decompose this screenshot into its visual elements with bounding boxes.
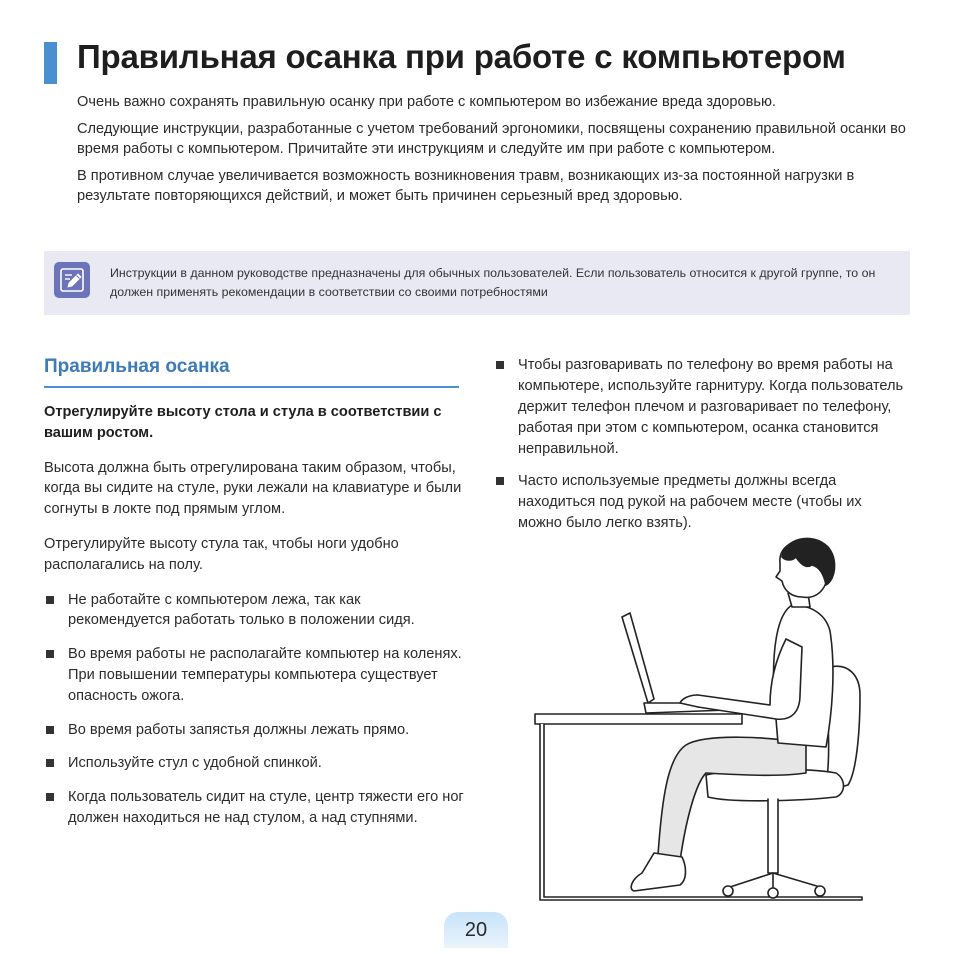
list-item-text: Когда пользователь сидит на стуле, центр тяжести его ног должен находиться не над стулом, а над ступнями. bbox=[68, 789, 464, 826]
intro-paragraph: Следующие инструкции, разработанные с учетом требований эргономики, посвящены сохранению правильной осанки во время работы с компьютером. Причитайте эти инструкциям и следуйте им при работе с компьютером. bbox=[77, 120, 906, 157]
list-item bbox=[44, 644, 464, 706]
intro-paragraph: В противном случае увеличивается возможность возникновения травм, возникающих из-за постоянной нагрузки в результате повторяющихся действий, и может быть причинен серьезный вред здоровью. bbox=[77, 167, 855, 204]
section-paragraph: Отрегулируйте высоту стула так, чтобы ноги удобно располагались на полу. bbox=[44, 535, 399, 573]
square-bullet-icon bbox=[496, 477, 504, 485]
section-heading-rule bbox=[44, 386, 459, 388]
section-lead: Отрегулируйте высоту стола и стула в соответствии с вашим ростом. bbox=[44, 404, 442, 441]
square-bullet-icon bbox=[496, 361, 504, 369]
person-arm bbox=[692, 639, 802, 719]
desk-top bbox=[535, 714, 742, 724]
list-item-text: Часто используемые предметы должны всегда находиться под рукой на рабочем месте (чтобы их можно было легко взять). bbox=[518, 473, 862, 531]
posture-illustration bbox=[530, 535, 870, 907]
right-column bbox=[494, 355, 909, 545]
list-item-text: Не работайте с компьютером лежа, так как рекомендуется работать только в положении сидя. bbox=[68, 591, 415, 629]
note-box bbox=[44, 251, 910, 315]
square-bullet-icon bbox=[46, 793, 54, 801]
list-item-text: Во время работы запястья должны лежать прямо. bbox=[68, 721, 410, 738]
square-bullet-icon bbox=[46, 650, 54, 658]
list-item bbox=[44, 753, 464, 774]
chair-post bbox=[768, 799, 778, 873]
list-item bbox=[44, 590, 464, 632]
list-item bbox=[44, 720, 464, 741]
intro-text bbox=[77, 92, 917, 213]
section-paragraph: Высота должна быть отрегулирована таким образом, чтобы, когда вы сидите на стуле, руки лежали на клавиатуре и были согнуты в локте под прямым углом. bbox=[44, 459, 462, 518]
laptop-screen bbox=[622, 613, 654, 703]
person-shoe bbox=[631, 853, 685, 891]
section-heading: Правильная осанка bbox=[44, 356, 230, 377]
list-item bbox=[494, 355, 909, 460]
left-bullet-list bbox=[44, 590, 464, 829]
square-bullet-icon bbox=[46, 726, 54, 734]
pencil-note-icon bbox=[54, 262, 90, 298]
list-item-text: Используйте стул с удобной спинкой. bbox=[68, 755, 322, 772]
list-item-text: Во время работы не располагайте компьютер на коленях. При повышении температуры компьютера существует опасность ожога. bbox=[68, 646, 462, 704]
note-text: Инструкции в данном руководстве предназначены для обычных пользователей. Если пользователь относится к другой группе, то он должен применять рекомендации в соответствии со своими потребностями bbox=[110, 266, 876, 299]
title-accent-bar bbox=[44, 42, 57, 84]
list-item bbox=[494, 471, 909, 534]
square-bullet-icon bbox=[46, 759, 54, 767]
list-item-text: Чтобы разговаривать по телефону во время работы на компьютере, используйте гарнитуру. Когда пользователь держит телефон плечом и разговаривает по телефону, работая при этом с компьютером, осанка становится неправильной. bbox=[518, 357, 904, 457]
chair-base bbox=[730, 873, 820, 887]
list-item bbox=[44, 787, 464, 829]
square-bullet-icon bbox=[46, 596, 54, 604]
page-title: Правильная осанка при работе с компьютером bbox=[77, 38, 846, 75]
intro-paragraph: Очень важно сохранять правильную осанку при работе с компьютером во избежание вреда здоровью. bbox=[77, 94, 776, 110]
right-bullet-list bbox=[494, 355, 909, 534]
left-column bbox=[44, 402, 464, 842]
page-number: 20 bbox=[444, 912, 508, 948]
